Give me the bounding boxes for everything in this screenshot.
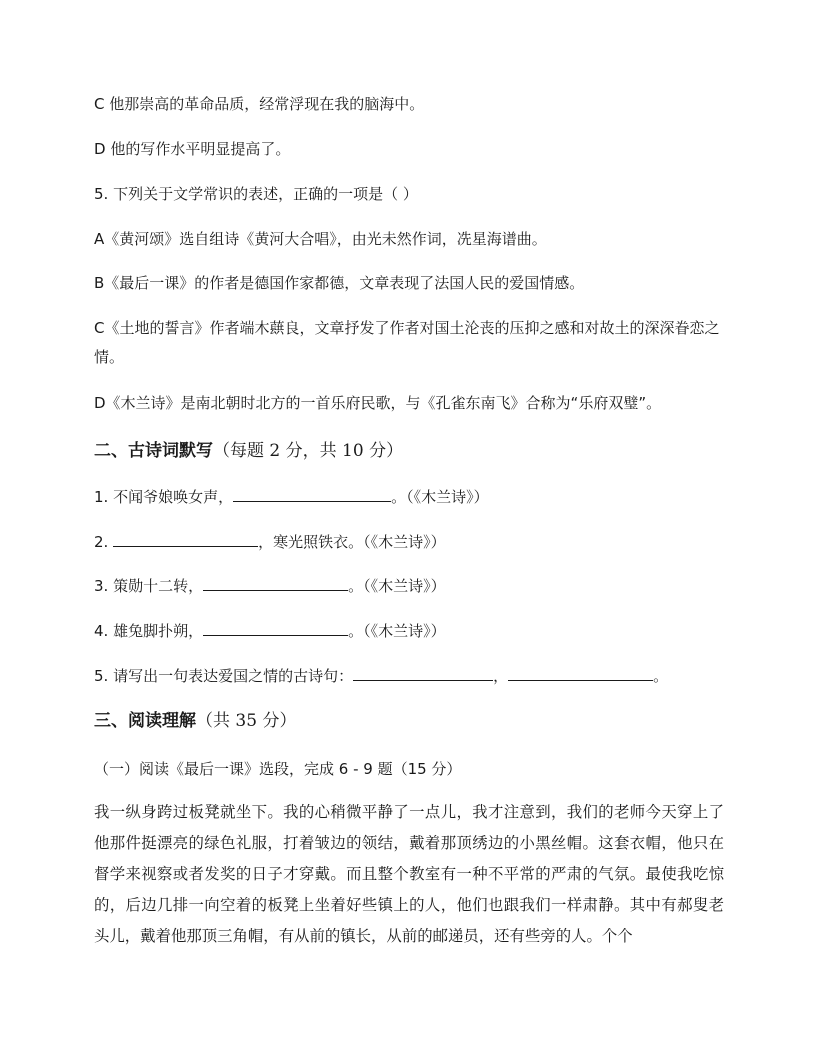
q5-option-a: A《黄河颂》选自组诗《黄河大合唱》，由光未然作词，冼星海谱曲。 — [94, 230, 547, 248]
poem-item-5-suffix: 。 — [653, 667, 669, 685]
poem-item-4-prefix: 4. 雄兔脚扑朔， — [94, 622, 204, 640]
q5-option-d: D《木兰诗》是南北朝时北方的一首乐府民歌，与《孔雀东南飞》合称为“乐府双璧”。 — [94, 394, 662, 412]
answer-blank-3[interactable] — [203, 575, 348, 591]
answer-blank-5a[interactable] — [353, 665, 493, 681]
poem-item-1-prefix: 1. 不闻爷娘唤女声， — [94, 488, 234, 506]
poem-item-2-suffix: ，寒光照铁衣。（《木兰诗》） — [258, 533, 446, 551]
reading-part1-instruction: （一）阅读《最后一课》选段，完成 6 - 9 题（15 分） — [94, 760, 462, 778]
poem-item-1-suffix: 。（《木兰诗》） — [391, 488, 489, 506]
answer-blank-1[interactable] — [233, 486, 391, 502]
q5-option-b: B《最后一课》的作者是德国作家都德，文章表现了法国人民的爱国情感。 — [94, 274, 585, 292]
poem-item-1 — [94, 483, 724, 512]
section3-score: （共 35 分） — [196, 711, 297, 731]
poem-item-5 — [94, 662, 724, 691]
poem-item-5-middle: ， — [493, 667, 509, 685]
q5-stem: 5. 下列关于文学常识的表述，正确的一项是（ ） — [94, 185, 418, 203]
section2-title: 二、古诗词默写 — [94, 441, 213, 461]
poem-item-2-prefix: 2. — [94, 533, 114, 551]
q5-option-c: C《土地的誓言》作者端木蕻良，文章抒发了作者对国土沦丧的压抑之感和对故土的深深眷恋之情。 — [94, 319, 720, 366]
poem-item-3-suffix: 。（《木兰诗》） — [348, 577, 446, 595]
answer-blank-4[interactable] — [203, 620, 348, 636]
q4-option-c: C 他那崇高的革命品质，经常浮现在我的脑海中。 — [94, 95, 425, 113]
section3-title: 三、阅读理解 — [94, 711, 196, 731]
answer-blank-5b[interactable] — [508, 665, 653, 681]
poem-item-3-prefix: 3. 策勋十二转， — [94, 577, 204, 595]
poem-item-3 — [94, 572, 724, 601]
answer-blank-2[interactable] — [113, 531, 258, 547]
section3-heading — [94, 708, 724, 734]
section2-heading — [94, 438, 724, 464]
poem-item-2 — [94, 528, 724, 557]
q4-option-d: D 他的写作水平明显提高了。 — [94, 140, 291, 158]
poem-item-4 — [94, 617, 724, 646]
poem-item-4-suffix: 。（《木兰诗》） — [348, 622, 446, 640]
reading-passage: 我一纵身跨过板凳就坐下。我的心稍微平静了一点儿，我才注意到，我们的老师今天穿上了他那件挺漂亮的绿色礼服，打着皱边的领结，戴着那顶绣边的小黑丝帽。这套衣帽，他只在督学来视察或者发奖的日子才穿戴。而且整个教室有一种不平常的严肃的气氛。最使我吃惊的，后边几排一向空着的板凳上坐着好些镇上的人，他们也跟我们一样肃静。其中有郝叟老头儿，戴着他那顶三角帽，有从前的镇长，从前的邮递员，还有些旁的人。个个 — [94, 803, 724, 945]
section2-score: （每题 2 分，共 10 分） — [213, 441, 404, 461]
poem-item-5-prefix: 5. 请写出一句表达爱国之情的古诗句： — [94, 667, 354, 685]
